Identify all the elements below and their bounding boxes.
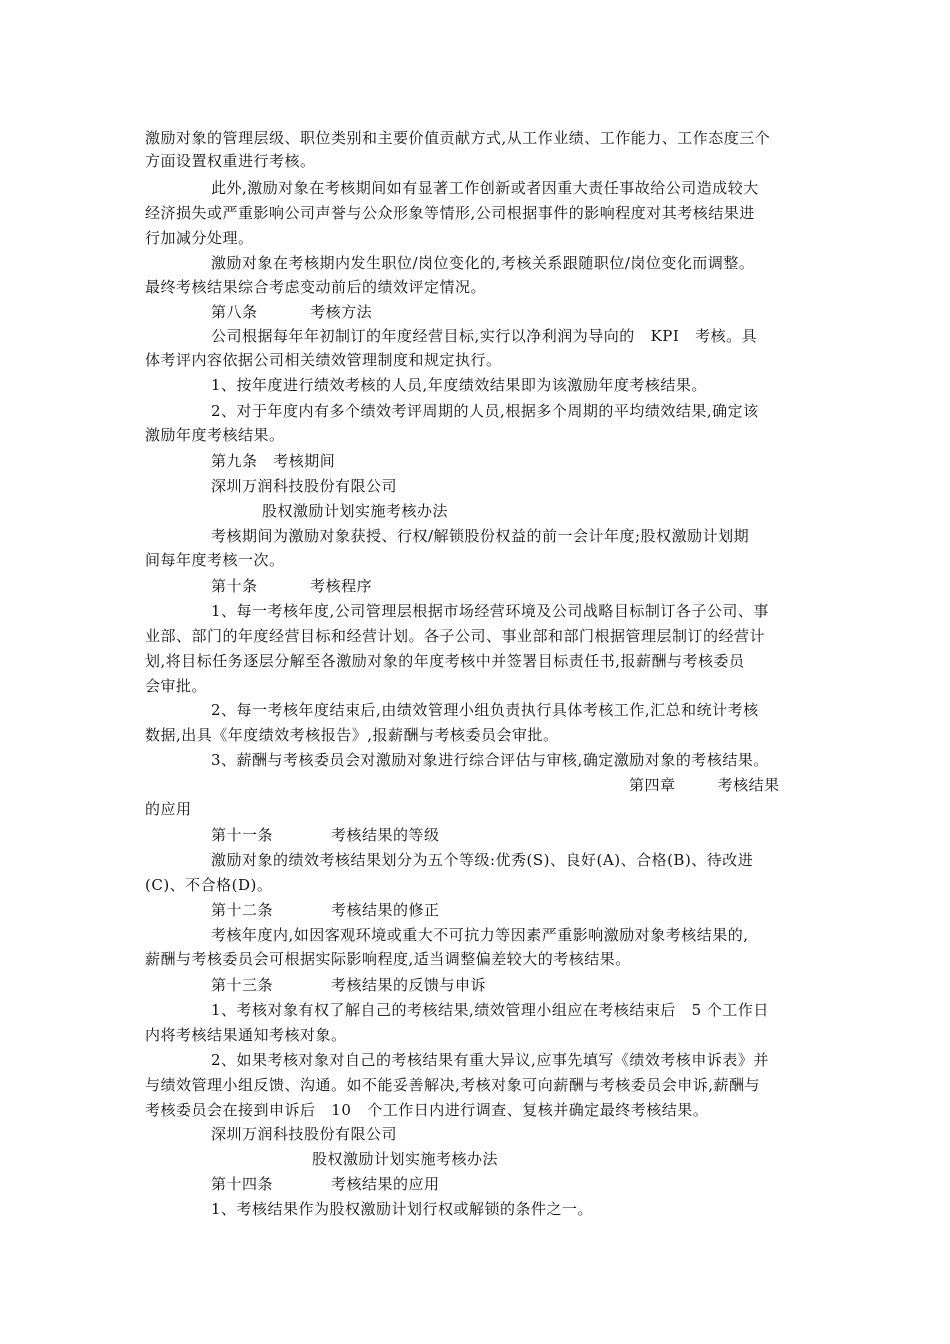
- text-line: 经济损失或严重影响公司声誉与公众形象等情形,公司根据事件的影响程度对其考核结果进: [145, 204, 755, 222]
- text-line: 激励对象在考核期内发生职位/岗位变化的,考核关系跟随职位/岗位变化而调整。: [211, 254, 755, 272]
- text-line: 最终考核结果综合考虑变动前后的绩效评定情况。: [145, 278, 487, 296]
- chapter-heading-continued: 的应用: [145, 800, 192, 818]
- text-line: 2、如果考核对象对自己的考核结果有重大异议,应事先填写《绩效考核申诉表》并: [211, 1051, 769, 1069]
- text-line: 激励年度考核结果。: [145, 426, 285, 444]
- text-line: 考核年度内,如因客观环境或重大不可抗力等因素严重影响激励对象考核结果的,: [211, 926, 749, 944]
- article-heading: 第九条 考核期间: [211, 452, 336, 470]
- text-line: 内将考核结果通知考核对象。: [145, 1026, 347, 1044]
- text-line: 方面设置权重进行考核。: [145, 152, 316, 170]
- company-header: 深圳万润科技股份有限公司: [211, 477, 398, 495]
- article-heading: 第十四条 考核结果的应用: [211, 1175, 440, 1193]
- text-line: 激励对象的绩效考核结果划分为五个等级:优秀(S)、良好(A)、合格(B)、待改进: [211, 851, 754, 869]
- article-heading: 第十条 考核程序: [211, 577, 373, 595]
- text-line: 公司根据每年年初制订的年度经营目标,实行以净利润为导向的 KPI 考核。具: [211, 327, 758, 345]
- text-line: 考核期间为激励对象获授、行权/解锁股份权益的前一会计年度;股权激励计划期: [211, 527, 750, 545]
- text-line: 考核委员会在接到申诉后 10 个工作日内进行调查、复核并确定最终考核结果。: [145, 1101, 709, 1119]
- text-line: 2、每一考核年度结束后,由绩效管理小组负责执行具体考核工作,汇总和统计考核: [211, 701, 759, 719]
- document-title-header: 股权激励计划实施考核办法: [312, 1150, 499, 1168]
- text-line: 划,将目标任务逐层分解至各激励对象的年度考核中并签署目标责任书,报薪酬与考核委员: [145, 652, 745, 670]
- article-heading: 第十二条 考核结果的修正: [211, 901, 440, 919]
- text-line: 体考评内容依据公司相关绩效管理制度和规定执行。: [145, 351, 502, 369]
- text-line: 激励对象的管理层级、职位类别和主要价值贡献方式,从工作业绩、工作能力、工作态度三个: [145, 129, 771, 147]
- text-line: 1、按年度进行绩效考核的人员,年度绩效结果即为该激励年度考核结果。: [211, 376, 707, 394]
- text-line: 1、考核对象有权了解自己的考核结果,绩效管理小组应在考核结束后 5 个工作日: [211, 1001, 769, 1019]
- text-line: (C)、不合格(D)。: [145, 876, 273, 894]
- text-line: 3、薪酬与考核委员会对激励对象进行综合评估与审核,确定激励对象的考核结果。: [211, 751, 769, 769]
- text-line: 间每年度考核一次。: [145, 551, 285, 569]
- chapter-heading: 第四章 考核结果: [629, 776, 780, 794]
- article-heading: 第十三条 考核结果的反馈与申诉: [211, 976, 486, 994]
- article-heading: 第十一条 考核结果的等级: [211, 826, 440, 844]
- text-line: 薪酬与考核委员会可根据实际影响程度,适当调整偏差较大的考核结果。: [145, 950, 631, 968]
- text-line: 会审批。: [145, 677, 208, 695]
- article-heading: 第八条 考核方法: [211, 303, 373, 321]
- text-line: 与绩效管理小组反馈、沟通。如不能妥善解决,考核对象可向薪酬与考核委员会申诉,薪酬与: [145, 1076, 761, 1094]
- company-header: 深圳万润科技股份有限公司: [211, 1125, 398, 1143]
- text-line: 1、考核结果作为股权激励计划行权或解锁的条件之一。: [211, 1200, 594, 1218]
- text-line: 业部、部门的年度经营目标和经营计划。各子公司、事业部和部门根据管理层制订的经营计: [145, 627, 766, 645]
- text-line: 行加减分处理。: [145, 229, 254, 247]
- document-title-header: 股权激励计划实施考核办法: [262, 502, 449, 520]
- text-line: 2、对于年度内有多个绩效考评周期的人员,根据多个周期的平均绩效结果,确定该: [211, 402, 759, 420]
- text-line: 1、每一考核年度,公司管理层根据市场经营环境及公司战略目标制订各子公司、事: [211, 602, 769, 620]
- text-line: 此外,激励对象在考核期间如有显著工作创新或者因重大责任事故给公司造成较大: [211, 179, 759, 197]
- text-line: 数据,出具《年度绩效考核报告》,报薪酬与考核委员会审批。: [145, 726, 559, 744]
